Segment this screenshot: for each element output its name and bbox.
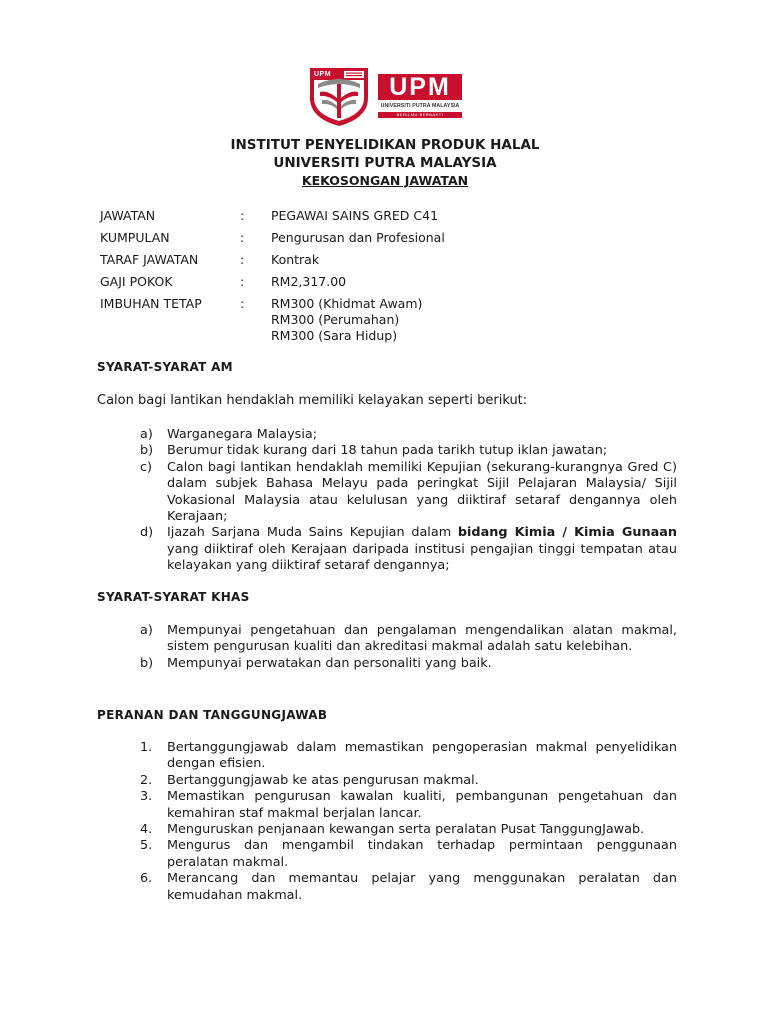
imbuhan-value: RM300 (Perumahan) xyxy=(271,312,400,327)
section-title-syarat-am: SYARAT-SYARAT AM xyxy=(97,360,233,374)
list-item-text: Berumur tidak kurang dari 18 tahun pada tarikh tutup iklan jawatan; xyxy=(167,443,608,459)
list-item-label: a) xyxy=(140,623,153,638)
list-item-label: 4. xyxy=(140,822,153,838)
list-item xyxy=(137,838,677,871)
section-title-peranan: PERANAN DAN TANGGUNGJAWAB xyxy=(97,708,328,722)
info-value: Pengurusan dan Profesional xyxy=(271,230,445,245)
list-item-text: Warganegara Malaysia; xyxy=(167,427,318,442)
info-value: PEGAWAI SAINS GRED C41 xyxy=(271,208,439,223)
list-item xyxy=(137,871,677,904)
list-item-text: Memastikan pengurusan kawalan kualiti, pembangunan pengetahuan dan kemahiran staf makmal berjalan lancar. xyxy=(167,789,677,821)
list-item-text-part: yang diiktiraf oleh Kerajaan daripada institusi pengajian tinggi tempatan atau kelayakan yang diiktiraf setaraf dengannya; xyxy=(167,541,677,574)
list-item-label: 3. xyxy=(140,789,153,805)
info-key: IMBUHAN TETAP xyxy=(100,296,202,311)
list-item-label: 2. xyxy=(140,772,153,788)
shield-tag-text: UPM xyxy=(314,71,332,78)
syarat-am-list xyxy=(137,427,677,575)
list-item-text: Bertanggungjawab dalam memastikan pengoperasian makmal penyelidikan dengan efisien. xyxy=(167,740,677,772)
list-item-label: 6. xyxy=(140,871,153,887)
info-key: GAJI POKOK xyxy=(100,274,173,289)
vacancy-title xyxy=(0,173,770,189)
list-item xyxy=(137,443,677,459)
upm-subtitle: UNIVERSITI PUTRA MALAYSIA xyxy=(380,103,460,109)
list-item-label: b) xyxy=(140,443,154,459)
list-item xyxy=(137,789,677,822)
list-item-text-part: Ijazah Sarjana Muda Sains Kepujian dalam xyxy=(167,525,458,541)
info-sep: : xyxy=(240,230,245,245)
list-item-text: Menguruskan penjanaan kewangan serta peralatan Pusat TanggungJawab. xyxy=(167,822,645,838)
syarat-khas-list xyxy=(137,623,677,672)
upm-motto-bar xyxy=(378,112,462,118)
list-item xyxy=(137,740,677,773)
list-item xyxy=(137,773,677,789)
list-item-label: d) xyxy=(140,525,154,541)
info-value-list xyxy=(271,296,422,344)
upm-logo xyxy=(308,68,464,126)
list-item xyxy=(137,427,677,443)
syarat-am-intro: Calon bagi lantikan hendaklah memiliki kelayakan seperti berikut: xyxy=(97,393,528,408)
list-item-label: 5. xyxy=(140,838,153,854)
info-sep: : xyxy=(240,274,245,289)
vacancy-title-text: KEKOSONGAN JAWATAN xyxy=(301,173,469,188)
info-sep: : xyxy=(240,208,245,223)
list-item-label: a) xyxy=(140,427,153,442)
info-sep: : xyxy=(240,252,245,267)
list-item-label: c) xyxy=(140,459,153,475)
list-item-text: Mengurus dan mengambil tindakan terhadap permintaan penggunaan peralatan makmal. xyxy=(167,838,677,870)
info-key: KUMPULAN xyxy=(100,230,170,245)
upm-motto-text: BERILMU BERBAKTI xyxy=(396,112,444,117)
info-value: RM2,317.00 xyxy=(271,274,347,289)
list-item xyxy=(137,822,677,838)
list-item xyxy=(137,460,677,526)
list-item-text xyxy=(167,525,677,574)
list-item-text: Bertanggungjawab ke atas pengurusan makmal. xyxy=(167,772,479,788)
section-title-syarat-khas: SYARAT-SYARAT KHAS xyxy=(97,590,250,604)
imbuhan-value: RM300 (Khidmat Awam) xyxy=(271,296,423,311)
university-title: UNIVERSITI PUTRA MALAYSIA xyxy=(273,155,497,171)
peranan-list xyxy=(137,740,677,904)
info-sep: : xyxy=(240,296,245,311)
list-item xyxy=(137,525,677,574)
info-key: JAWATAN xyxy=(100,208,156,223)
info-value: Kontrak xyxy=(271,252,320,267)
list-item-text: Calon bagi lantikan hendaklah memiliki Kepujian (sekurang-kurangnya Gred C) dalam subjek Bahasa Melayu pada peringkat Sijil Pelajaran Malaysia/ Sijil Vokasional Malaysia atau kelulusan yang diiktiraf setaraf dengannya oleh Kerajaan; xyxy=(167,459,677,525)
info-key: TARAF JAWATAN xyxy=(100,252,199,267)
list-item-label: 1. xyxy=(140,740,153,755)
list-item-label: b) xyxy=(140,655,154,671)
list-item-text: Mempunyai perwatakan dan personaliti yang baik. xyxy=(167,655,492,671)
upm-wordmark: UPM xyxy=(378,74,462,100)
institute-title: INSTITUT PENYELIDIKAN PRODUK HALAL xyxy=(230,137,540,153)
imbuhan-value: RM300 (Sara Hidup) xyxy=(271,328,398,343)
list-item xyxy=(137,623,677,656)
list-item-text: Merancang dan memantau pelajar yang menggunakan peralatan dan kemudahan makmal. xyxy=(167,871,677,903)
list-item-text-bold: bidang Kimia / Kimia Gunaan xyxy=(457,525,677,541)
list-item-text: Mempunyai pengetahuan dan pengalaman mengendalikan alatan makmal, sistem pengurusan kualiti dan akreditasi makmal adalah satu kelebihan. xyxy=(167,623,677,655)
list-item xyxy=(137,656,677,672)
